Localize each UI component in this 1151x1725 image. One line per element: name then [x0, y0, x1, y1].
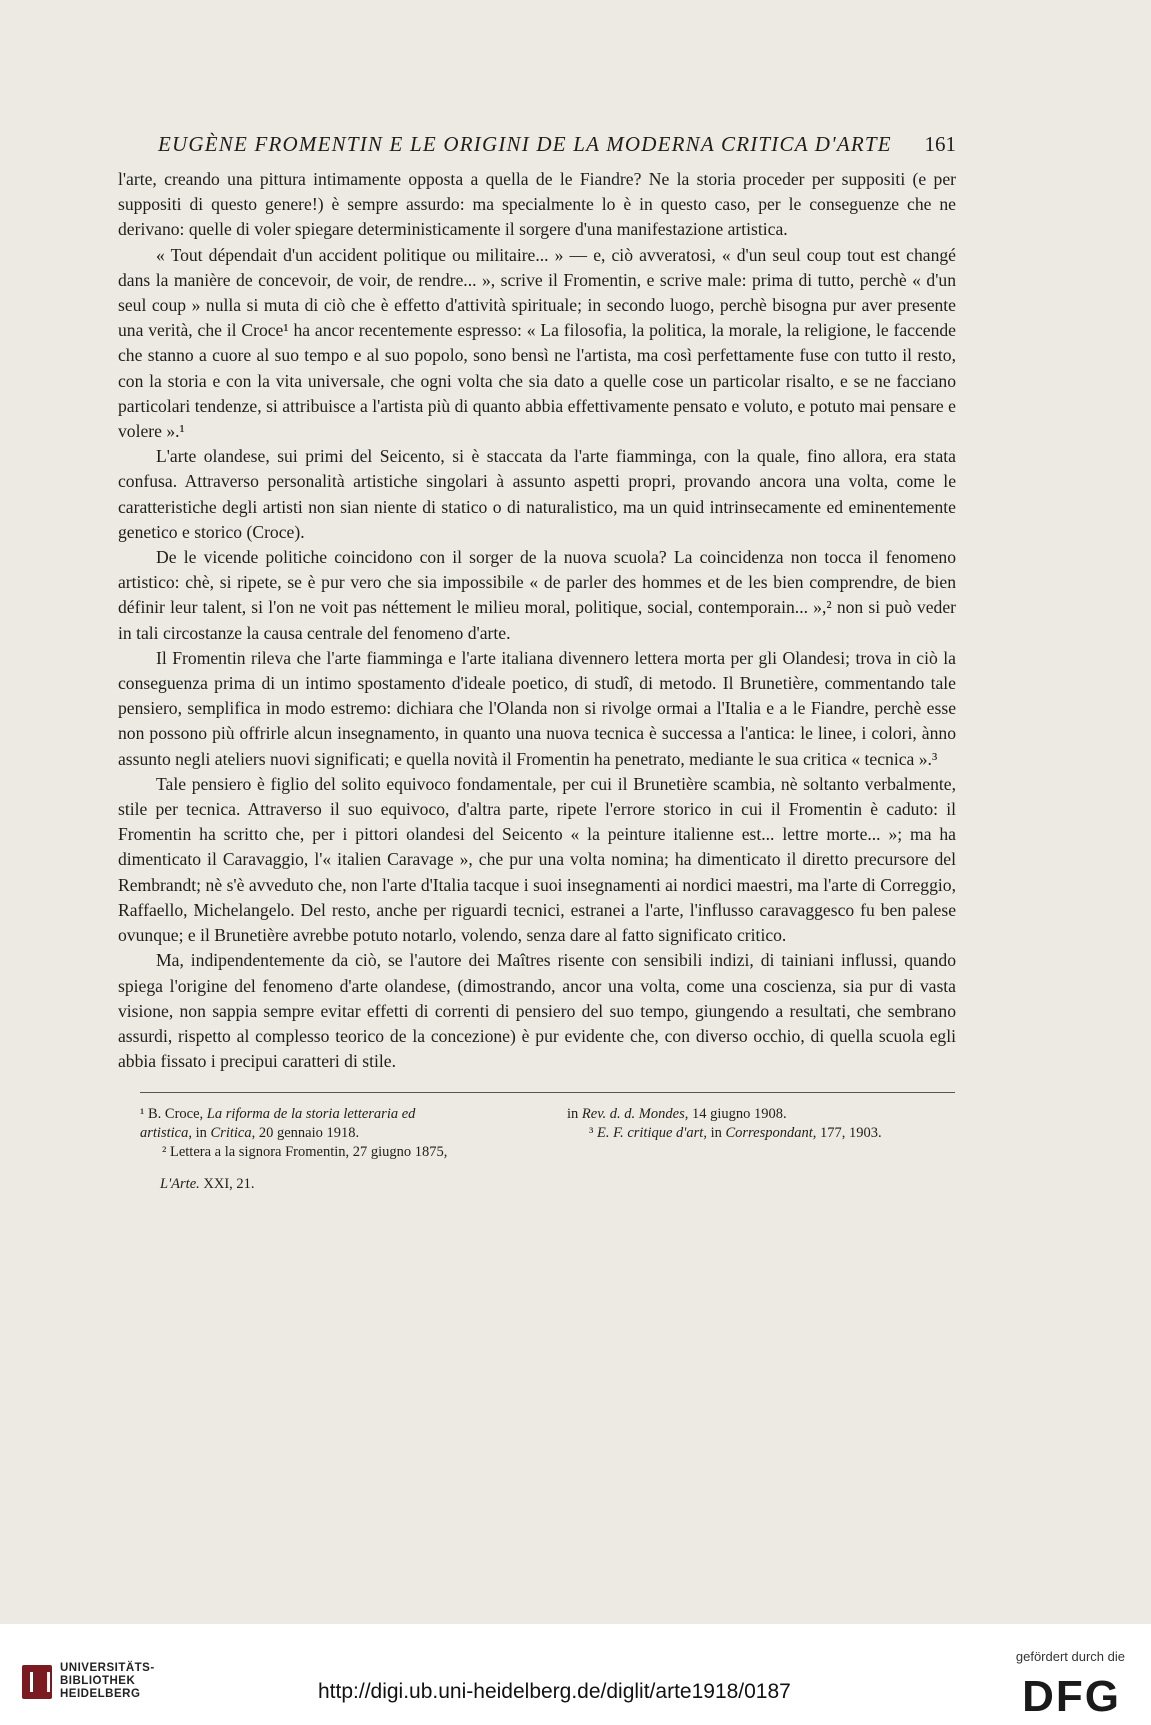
footnotes-left-column [140, 1105, 553, 1162]
viewer-footer [0, 1624, 1151, 1725]
paragraph: Ma, indipendentemente da ciò, se l'autore dei Maîtres risente con sensibili indizi, di tainiani influssi, quando spiega l'origine del fenomeno d'arte olandese, (dimostrando, ancor una volta, come una coscienza, sia pur di vasta visione, non sappia sempre evitar effetti di correnti di pensiero del suo tempo, giungendo a resultati, che sembrano assurdi, rispetto al complesso teorico de la concezione) è pur evidente che, con diverso occhio, di quella scuola egli abbia fissato i precipui caratteri di stile. [118, 950, 956, 1072]
paragraph: l'arte, creando una pittura intimamente opposta a quella de le Fiandre? Ne la storia proceder per suppositi (e per suppositi di questo genere!) è sempre assurdo: ma specialmente lo è in questo caso, per le conseguenze che ne derivano: quelle di voler spiegare deterministicamente il sorgere d'una manifestazione artistica. [118, 169, 956, 240]
running-title: EUGÈNE FROMENTIN E LE ORIGINI DE LA MODERNA CRITICA D'ARTE [158, 132, 892, 156]
page-number: 161 [924, 132, 956, 156]
footnotes [140, 1105, 956, 1162]
paragraph: L'arte olandese, sui primi del Seicento, si è staccata da l'arte fiamminga, con la quale, fino allora, era stata confusa. Attraverso personalità artistiche singolari à assunto aspetti propri, provando ancora una volta, come le caratteristiche degli artisti non sian niente di statico o di naturalistico, ma un quid intrinsecamente ed eminentemente genetico e storico (Croce). [118, 446, 956, 542]
library-name: UNIVERSITÄTS- BIBLIOTHEK HEIDELBERG [60, 1662, 155, 1700]
footnote-1: ¹ B. Croce, La riforma de la storia letteraria ed [140, 1106, 416, 1123]
footnote-divider [140, 1092, 955, 1093]
paragraph: « Tout dépendait d'un accident politique ou militaire... » — e, ciò avveratosi, « d'un seul coup tout est changé dans la manière de concevoir, de voir, de rendre... », scrive il Fromentin, e scrive male: prima di tutto, perchè « d'un seul coup » nulla si muta di ciò che è effetto d'attività spirituale; in secondo luogo, perchè bisogna pur aver presente una verità, che il Croce¹ ha ancor recentemente espresso: « La filosofia, la politica, la morale, la religione, le faccende che stanno a cuore al suo tempo e al suo popolo, sono bensì ne l'artista, ma così perfettamente fuse con tutto il resto, con la storia e con la vita universale, che ogni volta che sia dato a quelle cose un particolar risalto, e se ne facciano particolari tendenze, si attribuisce a l'artista più di quanto abbia effettivamente pensato e voluto, e potuto mai pensare e volere ».¹ [118, 244, 956, 442]
dfg-logo[interactable]: DFG [1022, 1672, 1121, 1721]
body-text [118, 167, 956, 1074]
footnotes-right-column [567, 1105, 977, 1162]
paragraph: De le vicende politiche coincidono con il sorger de la nuova scuola? La coincidenza non tocca il fenomeno artistico: chè, si ripete, se è pur vero che sia impossibile « de parler des hommes et de les bien comprendre, de bien définir leur talent, si l'on ne voit pas néttement le milieu moral, politique, social, contemporain... »,² non si può veder in tali circostanze la causa centrale del fenomeno d'arte. [118, 547, 956, 643]
paragraph: Tale pensiero è figlio del solito equivoco fondamentale, per cui il Brunetière scambia, nè soltanto verbalmente, stile per tecnica. Attraverso il suo equivoco, d'altra parte, ripete l'errore storico in cui il Fromentin è caduto: il Fromentin ha scritto che, per i pittori olandesi del Seicento « la peinture italienne est... lettre morte... »; ma ha dimenticato il Caravaggio, l'« italien Caravage », che pur una volta nomina; ha dimenticato il diretto precursore del Rembrandt; nè s'è avveduto che, non l'arte d'Italia tacque i suoi insegnamenti ai nordici maestri, ma l'arte di Correggio, Raffaello, Michelangelo. Del resto, anche per riguardi tecnici, estranei a l'arte, l'influsso caravaggesco fu ben palese ovunque; e il Brunetière avrebbe potuto notarlo, volendo, senza dare al fatto significato critico. [118, 773, 956, 946]
footnote-2: ² Lettera a la signora Fromentin, 27 giugno 1875, [162, 1144, 448, 1161]
footnote-1-cont: artistica, in Critica, 20 gennaio 1918. [140, 1125, 360, 1142]
footnote-2-cont: in Rev. d. d. Mondes, 14 giugno 1908. [567, 1106, 787, 1123]
library-logo-icon [22, 1665, 52, 1699]
running-head [158, 132, 956, 157]
library-logo-block[interactable] [22, 1662, 155, 1701]
footnote-3: ³ E. F. critique d'art, in Correspondant, 177, 1903. [589, 1125, 882, 1142]
funding-note: gefördert durch die [1015, 1649, 1125, 1664]
signature-mark: L'Arte. XXI, 21. [160, 1176, 255, 1193]
document-page [118, 132, 956, 1193]
paragraph: Il Fromentin rileva che l'arte fiamminga e l'arte italiana divennero lettera morta per gli Olandesi; trova in ciò la conseguenza prima di un intimo spostamento d'ideale poetico, di studî, di metodo. Il Brunetière, commentando tale pensiero, semplifica in modo estremo: dichiara che l'Olanda non si rivolge ormai a l'Italia e a le Fiandre, perchè esse non possono più offrirle alcun insegnamento, in quanto una nuova tecnica è successa a l'antica: le linee, i colori, ànno assunto negli ateliers nuovi significati; e quella novità il Fromentin ha penetrato, mediante le sua critica « tecnica ».³ [118, 647, 956, 769]
permalink-url[interactable]: http://digi.ub.uni-heidelberg.de/diglit/arte1918/0187 [318, 1680, 791, 1703]
